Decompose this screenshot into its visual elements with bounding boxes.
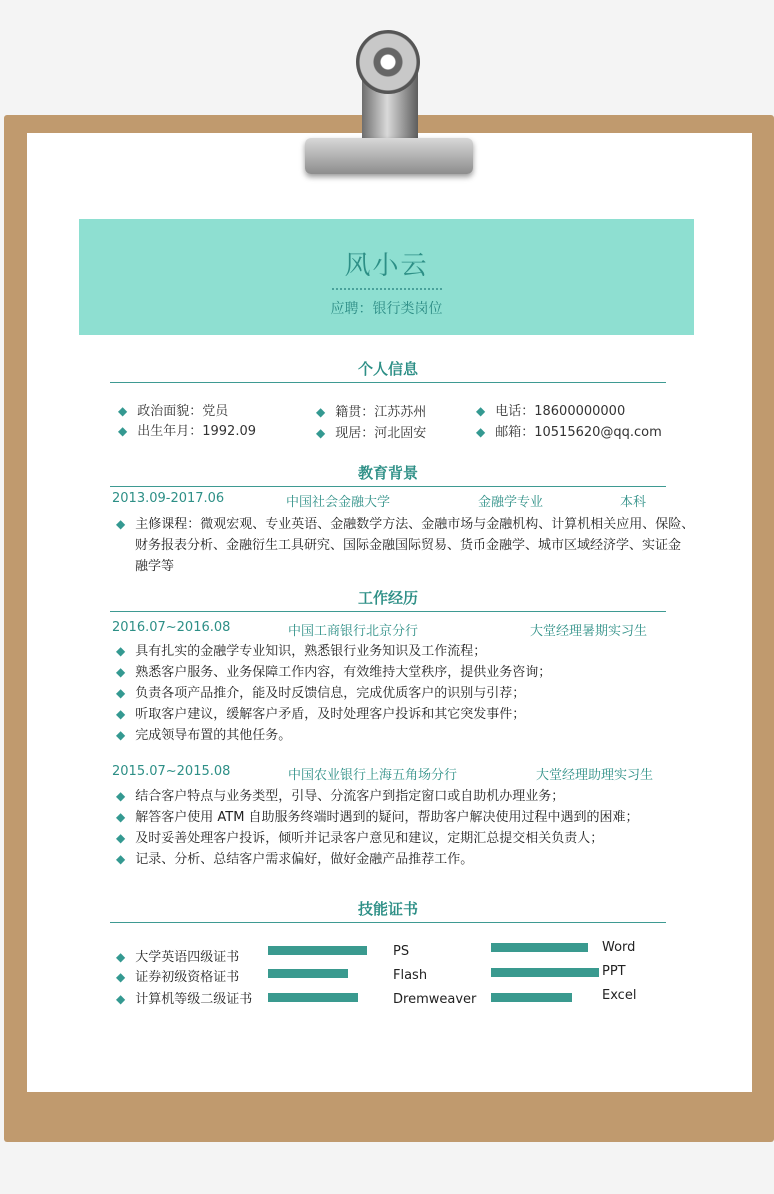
cert-item: ◆ 计算机等级二级证书	[116, 992, 253, 1007]
clip-base	[305, 138, 473, 174]
info-email: ◆ 邮箱：10515620@qq.com	[476, 425, 662, 440]
dotted-divider	[332, 288, 442, 290]
diamond-icon: ◆	[116, 992, 126, 1006]
work1-role: 大堂经理暑期实习生	[530, 624, 648, 639]
diamond-icon: ◆	[116, 686, 126, 700]
resume-header	[79, 219, 694, 335]
skill-label-dremweaver: Dremweaver	[393, 992, 477, 1007]
diamond-icon: ◆	[316, 405, 326, 419]
skill-bar-flash	[268, 969, 348, 978]
info-birth: ◆ 出生年月：1992.09	[118, 424, 256, 439]
info-phone: ◆ 电话：18600000000	[476, 404, 626, 419]
work1-item: ◆ 具有扎实的金融学专业知识，熟悉银行业务知识及工作流程；	[116, 644, 487, 659]
diamond-icon: ◆	[116, 644, 126, 658]
work2-item: ◆ 解答客户使用 ATM 自助服务终端时遇到的疑问，帮助客户解决使用过程中遇到的困难；	[116, 810, 639, 825]
edu-course-line: 融学等	[135, 559, 175, 574]
diamond-icon: ◆	[116, 789, 126, 803]
work2-item: ◆ 结合客户特点与业务类型，引导、分流客户到指定窗口或自助机办理业务；	[116, 789, 565, 804]
diamond-icon: ◆	[116, 831, 126, 845]
info-party: ◆ 政治面貌：党员	[118, 404, 229, 419]
edu-course-line: 财务报表分析、金融衍生工具研究、国际金融国际贸易、货币金融学、城市区域经济学、实证金	[135, 538, 682, 553]
candidate-name: 风小云	[344, 251, 429, 281]
skill-label-flash: Flash	[393, 968, 428, 983]
section-personal-info: 个人信息	[110, 358, 666, 383]
skill-label-ps: PS	[393, 944, 410, 959]
work2-date: 2015.07~2015.08	[112, 764, 231, 779]
work2-item: ◆ 记录、分析、总结客户需求偏好，做好金融产品推荐工作。	[116, 852, 474, 867]
diamond-icon: ◆	[116, 970, 126, 984]
diamond-icon: ◆	[116, 852, 126, 866]
skill-label-excel: Excel	[602, 988, 637, 1003]
skill-label-word: Word	[602, 940, 636, 955]
diamond-icon: ◆	[476, 404, 486, 418]
work1-item: ◆ 完成领导布置的其他任务。	[116, 728, 292, 743]
work1-company: 中国工商银行北京分行	[288, 624, 419, 639]
work1-item: ◆ 听取客户建议，缓解客户矛盾，及时处理客户投诉和其它突发事件；	[116, 707, 526, 722]
diamond-icon: ◆	[476, 425, 486, 439]
info-origin: ◆ 籍贯：江苏苏州	[316, 405, 427, 420]
work1-item: ◆ 熟悉客户服务、业务保障工作内容，有效维持大堂秩序，提供业务咨询；	[116, 665, 552, 680]
diamond-icon: ◆	[116, 728, 126, 742]
work2-item: ◆ 及时妥善处理客户投诉，倾听并记录客户意见和建议，定期汇总提交相关负责人；	[116, 831, 604, 846]
diamond-icon: ◆	[316, 426, 326, 440]
cert-item: ◆ 证券初级资格证书	[116, 970, 240, 985]
apply-position: 应聘：银行类岗位	[330, 301, 443, 317]
clip-ring-icon	[356, 30, 420, 94]
edu-major: 金融学专业	[478, 495, 544, 510]
edu-course-line: ◆ 主修课程：微观宏观、专业英语、金融数学方法、金融市场与金融机构、计算机相关应用、保险、	[116, 517, 695, 532]
diamond-icon: ◆	[116, 517, 126, 531]
skill-bar-ppt	[491, 968, 599, 977]
diamond-icon: ◆	[116, 950, 126, 964]
diamond-icon: ◆	[116, 707, 126, 721]
diamond-icon: ◆	[116, 665, 126, 679]
skill-bar-dremweaver	[268, 993, 358, 1002]
info-live: ◆ 现居：河北固安	[316, 426, 427, 441]
section-work: 工作经历	[110, 587, 666, 612]
edu-degree: 本科	[620, 495, 647, 510]
edu-date: 2013.09-2017.06	[112, 491, 225, 506]
work2-role: 大堂经理助理实习生	[536, 768, 654, 783]
diamond-icon: ◆	[118, 404, 128, 418]
work1-date: 2016.07~2016.08	[112, 620, 231, 635]
diamond-icon: ◆	[116, 810, 126, 824]
section-skills: 技能证书	[110, 898, 666, 923]
skill-label-ppt: PPT	[602, 964, 626, 979]
cert-item: ◆ 大学英语四级证书	[116, 950, 240, 965]
section-education: 教育背景	[110, 462, 666, 487]
work2-company: 中国农业银行上海五角场分行	[288, 768, 458, 783]
work1-item: ◆ 负责各项产品推介，能及时反馈信息，完成优质客户的识别与引荐；	[116, 686, 526, 701]
skill-bar-excel	[491, 993, 572, 1002]
skill-bar-ps	[268, 946, 367, 955]
edu-school: 中国社会金融大学	[286, 495, 391, 510]
diamond-icon: ◆	[118, 424, 128, 438]
skill-bar-word	[491, 943, 588, 952]
